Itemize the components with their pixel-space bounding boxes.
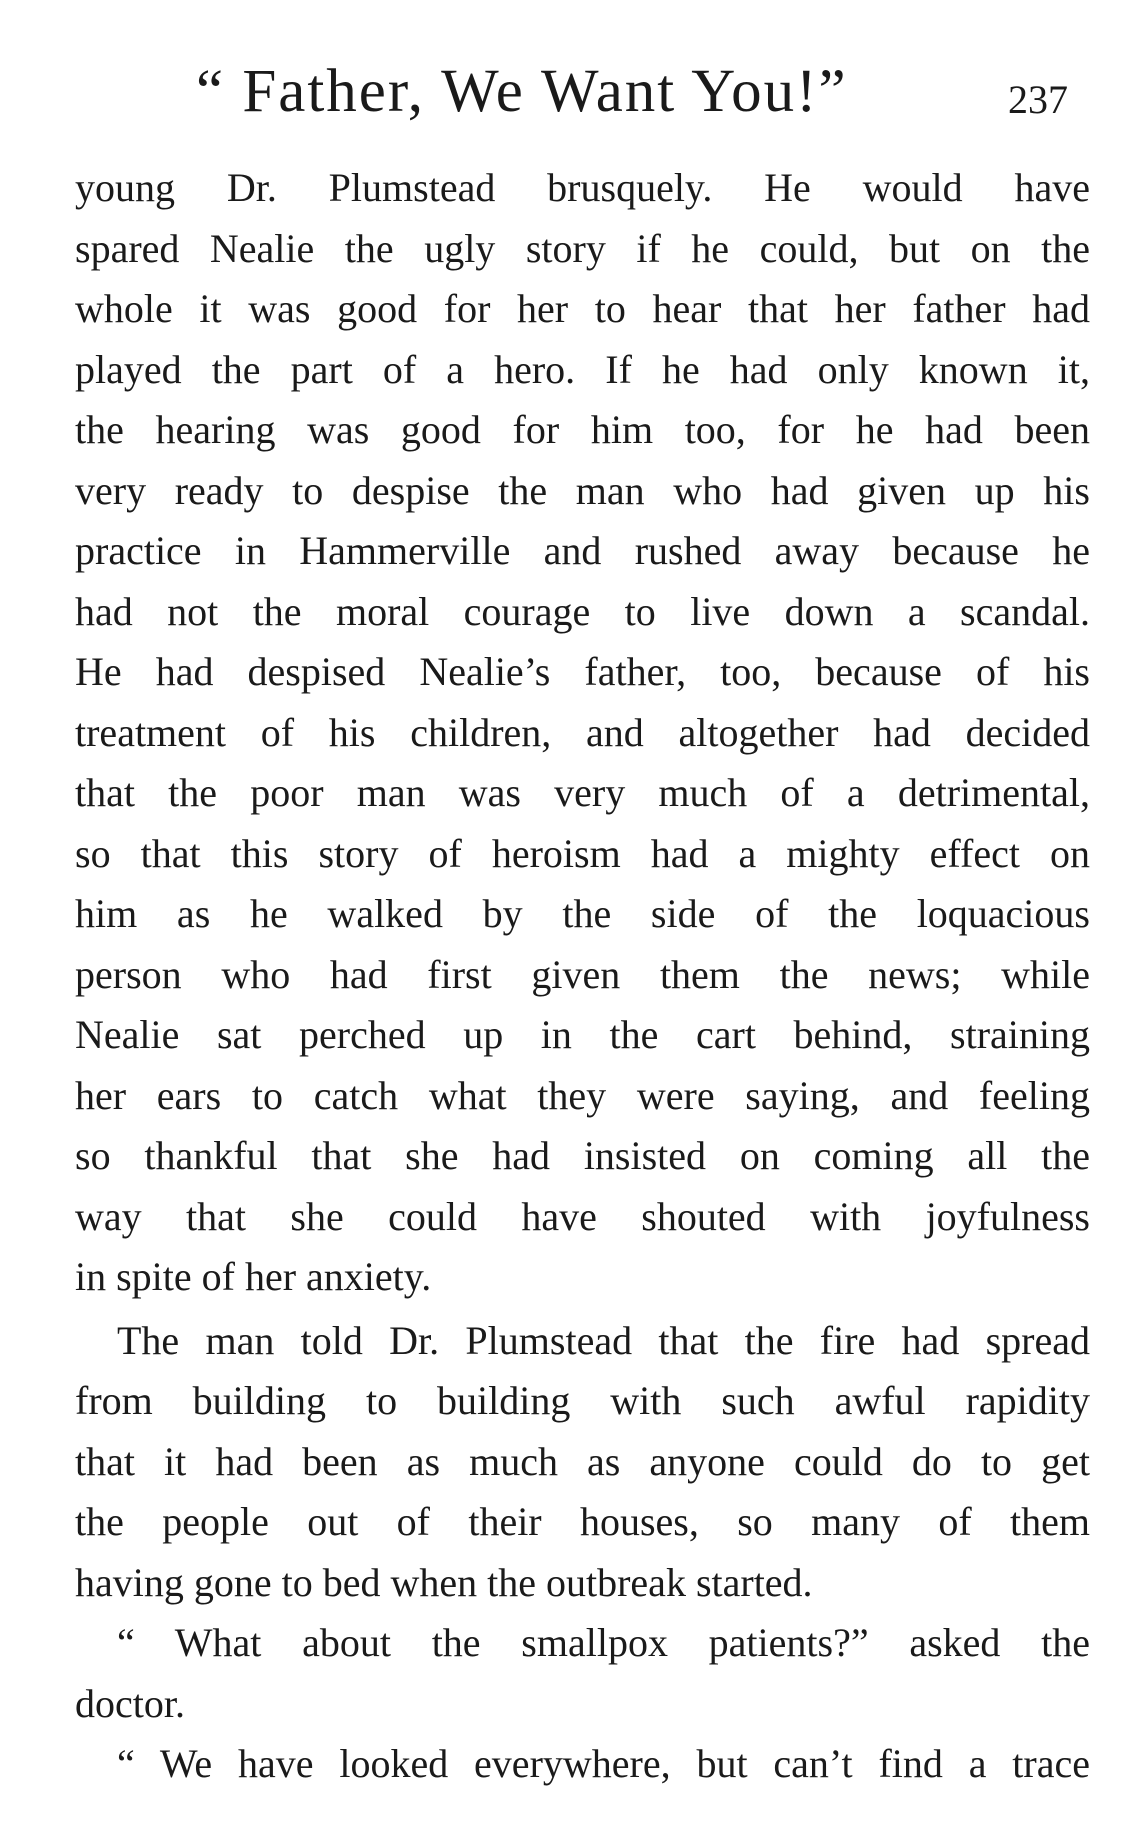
- text-line: practice in Hammerville and rushed away because he: [75, 528, 1090, 573]
- text-line: that the poor man was very much of a detrimental,: [75, 770, 1090, 815]
- text-line: so that this story of heroism had a mighty effect on: [75, 830, 1090, 876]
- text-line: him as he walked by the side of the loquacious: [75, 891, 1090, 936]
- text-line: played the part of a hero. If he had only known it,: [75, 346, 1090, 392]
- text-line: spared Nealie the ugly story if he could, but on the: [75, 225, 1090, 271]
- text-line: that it had been as much as anyone could do to get: [75, 1438, 1090, 1484]
- text-line: so thankful that she had insisted on coming all the: [75, 1133, 1090, 1178]
- text-line: The man told Dr. Plumstead that the fire had spread: [117, 1317, 1090, 1363]
- text-line: “ What about the smallpox patients?” asked the: [117, 1620, 1090, 1665]
- text-line: “ We have looked everywhere, but can’t find a trace: [117, 1741, 1090, 1786]
- text-line: had not the moral courage to live down a scandal.: [75, 588, 1090, 634]
- text-line: in spite of her anxiety.: [75, 1254, 432, 1299]
- paragraph-4: [75, 1734, 1090, 1795]
- text-line: doctor.: [75, 1680, 185, 1726]
- paragraph-1: [75, 158, 1090, 1308]
- page-header: [0, 52, 1145, 132]
- page-number: 237: [1008, 77, 1068, 122]
- text-line: He had despised Nealie’s father, too, because of his: [75, 649, 1090, 694]
- text-line: having gone to bed when the outbreak started.: [75, 1559, 813, 1605]
- text-line: treatment of his children, and altogether had decided: [75, 709, 1090, 755]
- paragraph-2: [75, 1311, 1090, 1614]
- text-line: young Dr. Plumstead brusquely. He would have: [75, 165, 1090, 210]
- paragraph-3: [75, 1613, 1090, 1734]
- running-title: “ Father, We Want You!”: [196, 58, 848, 125]
- text-line: the hearing was good for him too, for he had been: [75, 407, 1090, 452]
- text-line: from building to building with such awful rapidity: [75, 1378, 1090, 1423]
- text-line: whole it was good for her to hear that her father had: [75, 286, 1090, 331]
- text-line: her ears to catch what they were saying, and feeling: [75, 1072, 1090, 1118]
- text-line: very ready to despise the man who had given up his: [75, 467, 1090, 513]
- text-line: way that she could have shouted with joyfulness: [75, 1193, 1090, 1239]
- text-line: person who had first given them the news; while: [75, 951, 1090, 997]
- text-line: Nealie sat perched up in the cart behind, straining: [75, 1012, 1090, 1057]
- body-text: [75, 158, 1090, 1795]
- text-line: the people out of their houses, so many of them: [75, 1499, 1090, 1544]
